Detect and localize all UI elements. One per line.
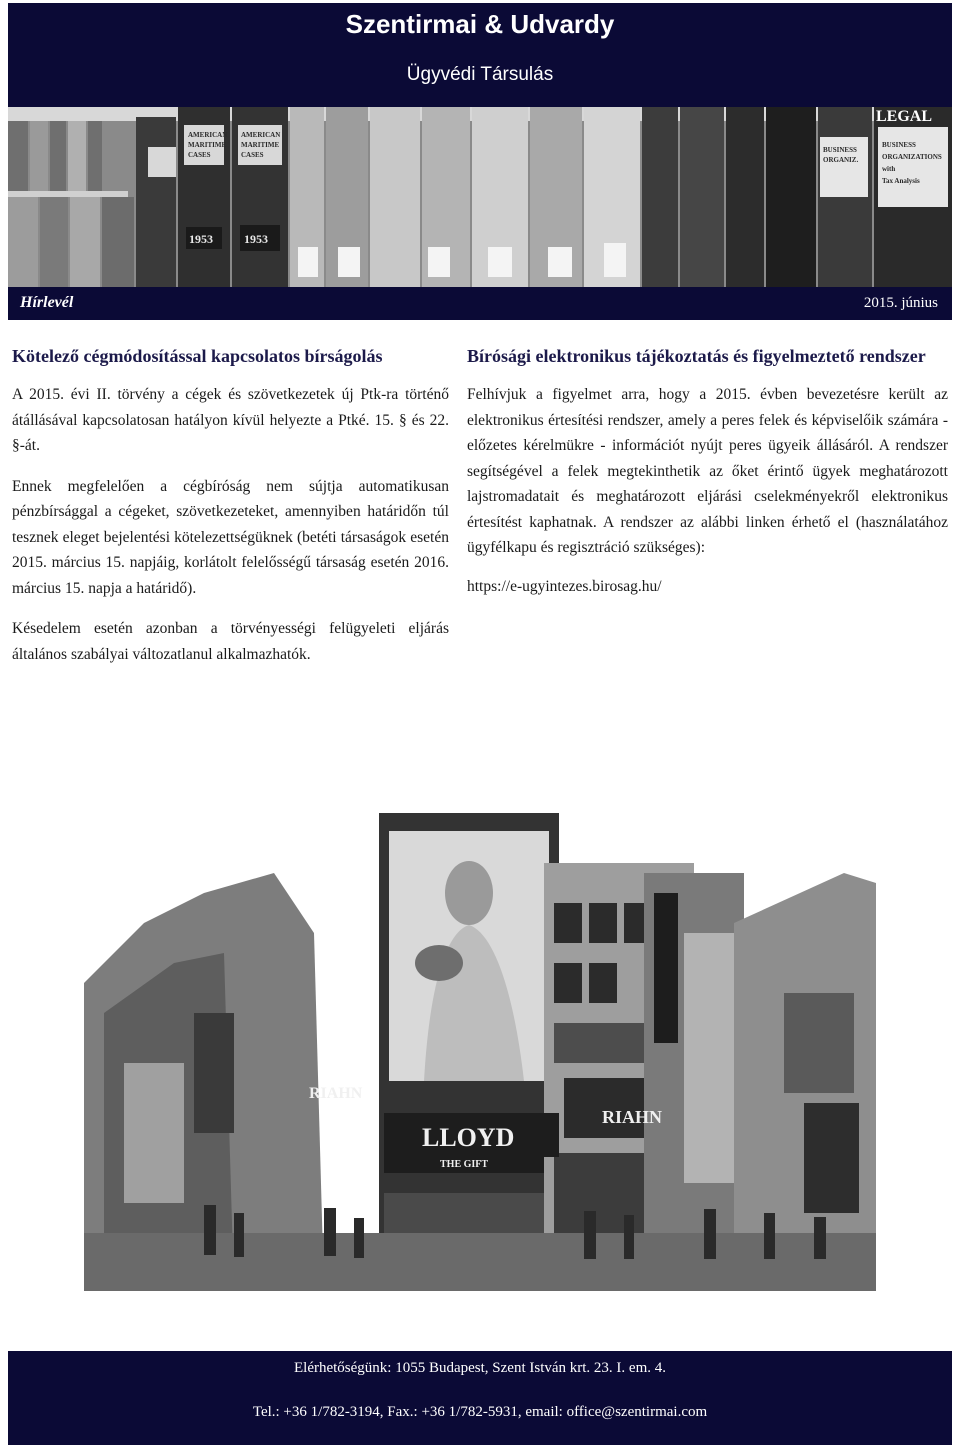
left-article-title: Kötelező cégmódosítással kapcsolatos bírságolás (12, 346, 383, 366)
left-paragraph: Késedelem esetén azonban a törvényességi felügyeleti eljárás általános szabályai változatlanul alkalmazhatók. (12, 620, 449, 663)
firm-subtitle: Ügyvédi Társulás (406, 64, 554, 85)
newsletter-label: Hírlevél (20, 294, 74, 311)
right-article-title: Bírósági elektronikus tájékoztatás és figyelmeztető rendszer (467, 346, 926, 366)
svg-text:ORGANIZ.: ORGANIZ. (823, 156, 859, 164)
svg-text:with: with (882, 165, 896, 173)
header-banner (8, 3, 952, 107)
footer-contact: Tel.: +36 1/782-3194, Fax.: +36 1/782-5931, email: office@szentirmai.com (252, 1404, 708, 1420)
right-article (467, 340, 948, 599)
court-system-link[interactable]: https://e-ugyintezes.birosag.hu/ (467, 577, 662, 595)
left-paragraph: A 2015. évi II. törvény a cégek és szövetkezetek új Ptk-ra történő átállásával kapcsolatosan hatályon kívül helyezte a Ptké. 15. § és 22. §-át. (12, 386, 449, 454)
svg-text:Tax Analysis: Tax Analysis (882, 177, 920, 185)
law-books-photo (8, 107, 952, 287)
svg-text:BUSINESS: BUSINESS (882, 141, 916, 149)
svg-text:RIAHN: RIAHN (602, 1107, 663, 1127)
svg-text:MARITIME: MARITIME (188, 141, 227, 149)
svg-text:LLOYD: LLOYD (422, 1123, 515, 1152)
svg-text:AMERICAN: AMERICAN (241, 131, 281, 139)
svg-text:THE GIFT: THE GIFT (440, 1159, 489, 1170)
footer (8, 1351, 952, 1445)
svg-text:RIAHN: RIAHN (309, 1085, 363, 1102)
right-paragraph: Felhívjuk a figyelmet arra, hogy a 2015. évben bevezetésre került az elektronikus értesítési rendszer, amely a peres felek és képviselőik számára - előzetes kérelmükre - információt nyújt peres ügyeik állásáról. A rendszer segítségével a felek megtekinthetik az őket érintő ügyek meghatározott lajstromadatait és meghatározott eljárási cselekményekről elektronikus értesítést kaphatnak. A rendszer az alábbi linken érhető el (használatához ügyfélkapu és regisztráció szükséges): (467, 386, 948, 556)
left-article (12, 340, 449, 682)
newsletter-date: 2015. június (863, 295, 938, 311)
svg-text:1953: 1953 (189, 232, 213, 246)
svg-text:1953: 1953 (244, 232, 268, 246)
shopping-street-photo (84, 813, 876, 1291)
svg-text:MARITIME: MARITIME (241, 141, 280, 149)
left-paragraph: Ennek megfelelően a cégbíróság nem sújtja automatikusan pénzbírsággal a cégeket, szövetkezeteket, amennyiben határidőn túl tesznek eleget bejelentési kötelezettségüknek (betéti társaságok esetén 2015. március 15. napjáig, korlátolt felelősségű társaság esetén 2016. március 15. napja a határidő). (12, 477, 449, 597)
svg-text:ORGANIZATIONS: ORGANIZATIONS (882, 153, 942, 161)
firm-name: Szentirmai & Udvardy (345, 9, 615, 39)
svg-text:CASES: CASES (241, 151, 264, 159)
svg-text:AMERICAN: AMERICAN (188, 131, 228, 139)
newsletter-bar (8, 287, 952, 320)
svg-text:LEGAL: LEGAL (876, 108, 933, 125)
svg-text:BUSINESS: BUSINESS (823, 146, 857, 154)
footer-address: Elérhetőségünk: 1055 Budapest, Szent István krt. 23. I. em. 4. (293, 1360, 666, 1376)
svg-text:CASES: CASES (188, 151, 211, 159)
